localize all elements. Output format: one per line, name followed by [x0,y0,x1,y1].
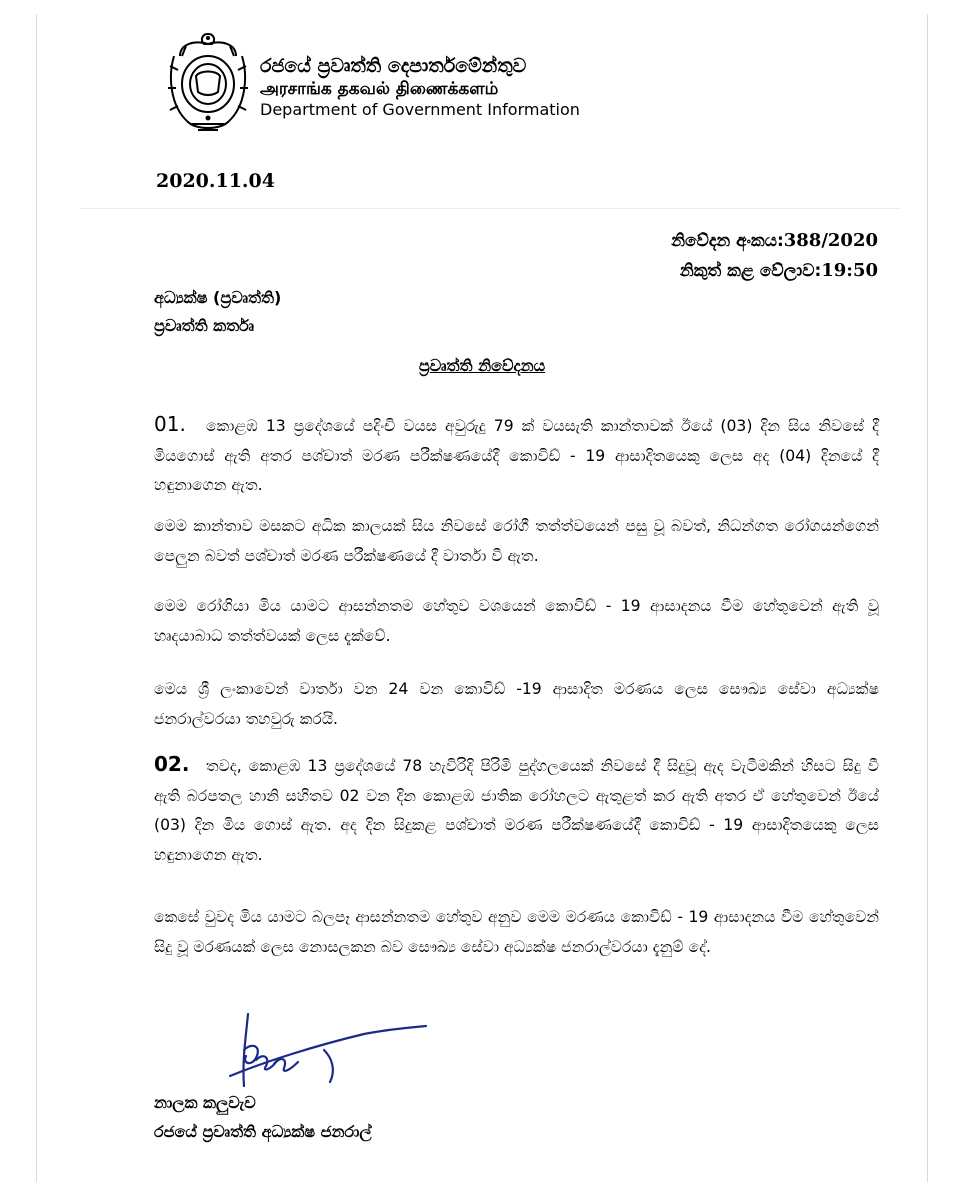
signatory [154,1088,372,1146]
paragraph-number: 02. [154,752,190,776]
department-name-english: Department of Government Information [260,100,580,119]
department-name [260,54,580,120]
paragraph-2 [154,512,879,571]
handwritten-signature [224,1006,434,1096]
release-time-label: නිකුත් කළ වේලාව: [679,261,822,281]
release-date: 2020.11.04 [156,170,275,192]
divider [80,208,900,209]
paragraph-3 [154,592,879,651]
release-reference [671,226,878,286]
paragraph-text: මෙම කාන්තාව මසකට අධික කාලයක් සිය නිවසේ රෝගී තත්ත්වයෙන් පසු වූ බවත්, නිධන්ගත රෝගයන්ගෙන් පෙලුන බවත් පශ්චාත් මරණ පරීක්ෂණයේ දී වාර්තා වී ඇත. [154,517,879,565]
paragraph-text: මෙම රෝගියා මිය යාමට ආසන්නතම හේතුව වශයෙන් කොවිඩ් - 19 ආසාදනය වීම හේතුවෙන් ඇති වූ හෘදයාබාධ තත්ත්වයක් ලෙස දැක්වේ. [154,597,879,645]
letterhead [160,26,580,136]
signatory-title: රජයේ ප්‍රවෘත්ති අධ්‍යක්ෂ ජනරාල් [154,1122,372,1141]
release-number-value: 388/2020 [783,230,878,251]
signatory-name: නාලක කලුවැව [154,1093,256,1112]
paragraph-text: කොළඹ 13 ප්‍රදේශයේ පදිංචි වයස අවුරුදු 79 ක් වයසැති කාන්තාවක් ඊයේ (03) දින සිය නිවසේ දී මියගොස් ඇති අතර පශ්චාත් මරණ පරීක්ෂණයේදී කොවිඩ් - 19 ආසාදිතයෙකු ලෙස අද (04) දිනයේ දී හඳුනාගෙන ඇත. [154,417,879,494]
addressee-line-2: ප්‍රවෘත්ති කර්තෘ [154,316,255,335]
release-time-value: 19:50 [821,260,878,281]
paragraph-text: මෙය ශ්‍රී ලංකාවෙන් වාර්තා වන 24 වන කොවිඩ් -19 ආසාදිත මරණය ලෙස සෞඛ්‍ය සේවා අධ්‍යක්ෂ ජනරාල්වරයා තහවුරු කරයි. [154,680,879,728]
paragraph-1 [154,410,879,501]
notice-title-text: ප්‍රවෘත්ති නිවේදනය [418,356,546,375]
notice-title [0,356,964,376]
paragraph-text: කෙසේ වුවද මිය යාමට බලපෑ ආසන්නතම හේතුව අනුව මෙම මරණය කොවිඩ් - 19 ආසාදනය වීම හේතුවෙන් සිදු වූ මරණයක් ලෙස නොසලකන බව සෞඛ්‍ය සේවා අධ්‍යක්ෂ ජනරාල්වරයා දැනුම් දේ. [154,908,879,956]
paragraph-6 [154,903,879,962]
release-number-label: නිවේදන අංකය: [671,231,784,251]
release-time [671,256,878,286]
government-emblem-icon [160,26,256,136]
release-number [671,226,878,256]
department-name-tamil: அரசாங்க தகவல் திணைக்களம் [260,79,499,99]
paragraph-number: 01. [154,412,186,436]
paragraph-5 [154,750,879,870]
department-name-sinhala: රජයේ ප්‍රවෘත්ති දෙපාර්තමේන්තුව [260,55,527,77]
addressee-line-1: අධ්‍යක්ෂ (ප්‍රවෘත්ති) [154,288,282,307]
paragraph-4 [154,675,879,734]
addressee [154,284,281,340]
paragraph-text: තවද, කොළඹ 13 ප්‍රදේශයේ 78 හැවිරිදි පිරිමි පුද්ගලයෙක් නිවසේ දී සිදුවූ ඇද වැටීමකින් හිසට සිදු වී ඇති බරපතල හානි සහිතව 02 වන දින කොළඹ ජාතික රෝහලට ඇතුළත් කර ඇති අතර ඒ හේතුවෙන් ඊයේ (03) දින මිය ගොස් ඇත. අද දින සිදුකළ පශ්චාත් මරණ පරීක්ෂණයේදී කොවිඩ් - 19 ආසාදිතයෙකු ලෙස හඳුනාගෙන ඇත. [154,757,879,864]
